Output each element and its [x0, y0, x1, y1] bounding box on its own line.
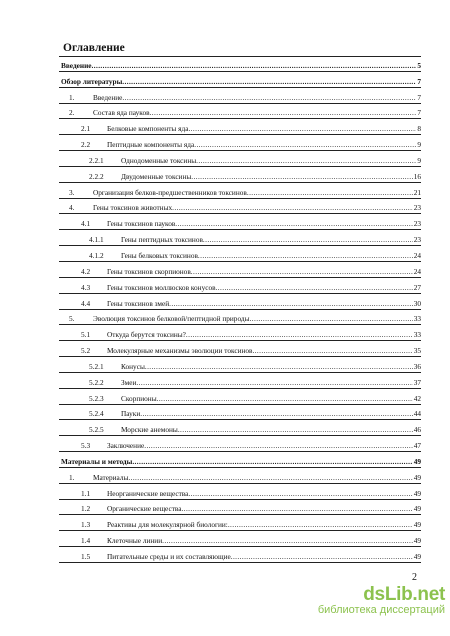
toc-entry[interactable]	[59, 325, 421, 341]
toc-entry-title: Материалы	[93, 472, 129, 482]
toc-entry-page: 7	[417, 76, 421, 86]
toc-entry-number: 5.	[69, 314, 75, 324]
toc-entry-page: 49	[413, 520, 421, 530]
toc-entry[interactable]	[59, 262, 421, 278]
toc-leader-dots	[182, 504, 413, 513]
toc-leader-dots	[92, 61, 417, 70]
toc-leader-dots	[191, 267, 413, 276]
toc-leader-dots	[122, 93, 416, 102]
toc-entry-number: 2.2.2	[89, 171, 104, 181]
toc-entry-page: 16	[413, 171, 421, 181]
toc-entry[interactable]	[59, 468, 421, 484]
toc-entry-number: 4.3	[81, 282, 91, 292]
toc-leader-dots	[247, 188, 413, 197]
toc-entry-number: 5.2.3	[89, 393, 104, 403]
toc-entry-number: 2.2.1	[89, 155, 104, 165]
toc-entry-number: 5.3	[81, 441, 91, 451]
toc-entry-page: 33	[413, 330, 421, 340]
toc-entry-number: 4.1.1	[89, 235, 104, 245]
toc-leader-dots	[191, 172, 412, 181]
watermark-subtitle: библиотека диссертаций	[317, 604, 445, 616]
toc-leader-dots	[231, 552, 413, 561]
toc-leader-dots	[178, 425, 413, 434]
toc-entry-page: 7	[417, 108, 421, 118]
toc-heading: Оглавление	[63, 42, 125, 54]
toc-entry-page: 23	[413, 219, 421, 229]
toc-leader-dots	[252, 346, 412, 355]
toc-leader-dots	[144, 441, 412, 450]
toc-entry-number: 5.2.1	[89, 361, 104, 371]
watermark-logo: dsLib.net	[363, 584, 445, 605]
toc-entry[interactable]	[59, 119, 421, 135]
toc-entry-number: 5.2	[81, 346, 91, 356]
toc-entry-number: 4.2	[81, 266, 91, 276]
toc-entry-page: 9	[417, 155, 421, 165]
toc-entry-number: 5.1	[81, 330, 91, 340]
toc-entry-title: Змеи	[121, 377, 137, 387]
toc-leader-dots	[172, 203, 413, 212]
toc-entry[interactable]	[59, 278, 421, 294]
toc-leader-dots	[216, 283, 413, 292]
toc-entry[interactable]	[59, 151, 421, 167]
page-number: 2	[412, 572, 417, 583]
toc-leader-dots	[140, 409, 412, 418]
toc-leader-dots	[169, 299, 413, 308]
toc-leader-dots	[132, 457, 412, 466]
toc-entry-page: 49	[413, 536, 421, 546]
toc-entry[interactable]	[59, 452, 421, 468]
toc-entry-title: Белковые компоненты яда	[107, 124, 189, 134]
toc-entry[interactable]	[59, 104, 421, 120]
toc-entry-number: 3.	[69, 187, 75, 197]
toc-entry-page: 30	[413, 298, 421, 308]
toc-entry[interactable]	[59, 515, 421, 531]
toc-leader-dots	[157, 394, 413, 403]
toc-entry-title: Молекулярные механизмы эволюции токсинов	[107, 346, 253, 356]
toc-entry-number: 5.2.5	[89, 425, 104, 435]
toc-entry-title: Введение	[93, 92, 123, 102]
toc-entry-number: 2.	[69, 108, 75, 118]
toc-leader-dots	[150, 108, 417, 117]
toc-entry-page: 7	[417, 92, 421, 102]
toc-leader-dots	[194, 140, 416, 149]
toc-leader-dots	[162, 536, 413, 545]
toc-entry-page: 8	[417, 124, 421, 134]
toc-entry-title: Морские анемоны	[121, 425, 178, 435]
toc-entry-page: 49	[413, 472, 421, 482]
toc-entry-page: 24	[413, 266, 421, 276]
toc-leader-dots	[198, 251, 413, 260]
toc-entry-page: 27	[413, 282, 421, 292]
toc-entry[interactable]	[59, 531, 421, 547]
toc-entry-title: Эволюция токсинов белковой/пептидной природы	[93, 314, 250, 324]
toc-entry-title: Гены токсинов животных	[93, 203, 173, 213]
toc-entry-page: 23	[413, 203, 421, 213]
toc-entry-number: 4.1	[81, 219, 91, 229]
toc-entry[interactable]	[59, 199, 421, 215]
toc-entry-title: Неорганические вещества	[107, 488, 189, 498]
toc-leader-dots	[188, 124, 416, 133]
toc-entry-number: 1.	[69, 92, 75, 102]
toc-entry-page: 35	[413, 346, 421, 356]
toc-entry-title: Органические вещества	[107, 504, 182, 514]
toc-entry-number: 2.2	[81, 140, 91, 150]
toc-entry-title: Скорпионы	[121, 393, 157, 403]
toc-entry-number: 5.2.2	[89, 377, 104, 387]
toc-leader-dots	[128, 473, 412, 482]
toc-leader-dots	[228, 520, 413, 529]
toc-entry-title: Откуда берутся токсины?	[107, 330, 186, 340]
toc-entry[interactable]	[59, 183, 421, 199]
toc-entry-page: 46	[413, 425, 421, 435]
toc-entry[interactable]	[59, 214, 421, 230]
toc-entry-page: 47	[413, 441, 421, 451]
toc-entry[interactable]	[59, 135, 421, 151]
toc-entry-title: Гены токсинов скорпионов	[107, 266, 191, 276]
toc-entry-title: Гены токсинов моллюсков конусов	[107, 282, 216, 292]
toc-entry[interactable]	[59, 484, 421, 500]
toc-entry[interactable]	[59, 547, 421, 563]
toc-entry-title: Гены токсинов пауков	[107, 219, 176, 229]
toc-entry-number: 4.	[69, 203, 75, 213]
toc-entry-number: 1.2	[81, 504, 91, 514]
toc-entry-number: 1.3	[81, 520, 91, 530]
toc-entry-page: 49	[413, 552, 421, 561]
toc-entry-title: Организация белков-предшественников токсинов	[93, 187, 247, 197]
toc-entry-title: Реактивы для молекулярной биологии:	[107, 520, 228, 530]
toc-entry-number: 1.4	[81, 536, 91, 546]
toc-entry-number: 1.5	[81, 552, 91, 561]
toc-entry-title: Конусы	[121, 361, 145, 371]
toc-entry[interactable]	[59, 246, 421, 262]
toc-entry-title: Обзор литературы	[61, 76, 123, 86]
table-of-contents	[59, 56, 421, 563]
toc-entry[interactable]	[59, 88, 421, 104]
toc-entry[interactable]	[59, 500, 421, 516]
toc-entry-number: 4.4	[81, 298, 91, 308]
toc-entry-title: Пауки	[121, 409, 141, 419]
toc-entry[interactable]	[59, 373, 421, 389]
toc-leader-dots	[196, 156, 416, 165]
toc-entry-page: 49	[413, 456, 421, 466]
toc-entry-number: 2.1	[81, 124, 91, 134]
toc-entry-page: 44	[413, 409, 421, 419]
toc-entry-page: 33	[413, 314, 421, 324]
toc-entry-title: Гены пептидных токсинов	[121, 235, 203, 245]
toc-entry-page: 36	[413, 361, 421, 371]
toc-leader-dots	[122, 77, 416, 86]
toc-entry-title: Заключение	[107, 441, 145, 451]
toc-entry[interactable]	[59, 389, 421, 405]
toc-entry-number: 1.	[69, 472, 75, 482]
toc-entry-page: 9	[417, 140, 421, 150]
toc-entry[interactable]	[59, 294, 421, 310]
toc-entry-title: Введение	[61, 60, 92, 70]
toc-entry[interactable]	[59, 405, 421, 421]
toc-entry-title: Состав яда пауков	[93, 108, 150, 118]
toc-entry-page: 21	[413, 187, 421, 197]
toc-entry-page: 49	[413, 488, 421, 498]
toc-entry-title: Питательные среды и их составляющие	[107, 552, 231, 561]
toc-leader-dots	[186, 330, 413, 339]
toc-entry-page: 37	[413, 377, 421, 387]
toc-entry[interactable]	[59, 341, 421, 357]
toc-entry[interactable]	[59, 167, 421, 183]
toc-entry-title: Гены токсинов змей	[107, 298, 170, 308]
toc-entry-title: Клеточные линии	[107, 536, 163, 546]
toc-entry[interactable]	[59, 230, 421, 246]
toc-entry-page: 49	[413, 504, 421, 514]
toc-leader-dots	[175, 219, 412, 228]
toc-entry-number: 4.1.2	[89, 250, 104, 260]
toc-entry-title: Пептидные компоненты яда	[107, 140, 195, 150]
toc-entry-page: 23	[413, 235, 421, 245]
toc-entry-page: 5	[417, 60, 421, 70]
toc-entry[interactable]	[59, 357, 421, 373]
toc-entry[interactable]	[59, 56, 421, 72]
toc-entry-page: 24	[413, 250, 421, 260]
toc-entry-title: Однодоменные токсины	[121, 155, 197, 165]
toc-entry[interactable]	[59, 310, 421, 326]
toc-entry-number: 1.1	[81, 488, 91, 498]
watermark	[285, 584, 445, 616]
toc-entry-title: Двудоменные токсины	[121, 171, 192, 181]
toc-entry-title: Материалы и методы	[61, 456, 133, 466]
toc-leader-dots	[145, 362, 413, 371]
toc-entry-page: 42	[413, 393, 421, 403]
toc-entry[interactable]	[59, 436, 421, 452]
toc-leader-dots	[188, 489, 412, 498]
toc-leader-dots	[250, 314, 413, 323]
toc-leader-dots	[203, 235, 413, 244]
toc-entry-title: Гены белковых токсинов	[121, 250, 198, 260]
toc-leader-dots	[136, 378, 412, 387]
toc-entry[interactable]	[59, 420, 421, 436]
toc-entry[interactable]	[59, 72, 421, 88]
toc-entry-number: 5.2.4	[89, 409, 104, 419]
